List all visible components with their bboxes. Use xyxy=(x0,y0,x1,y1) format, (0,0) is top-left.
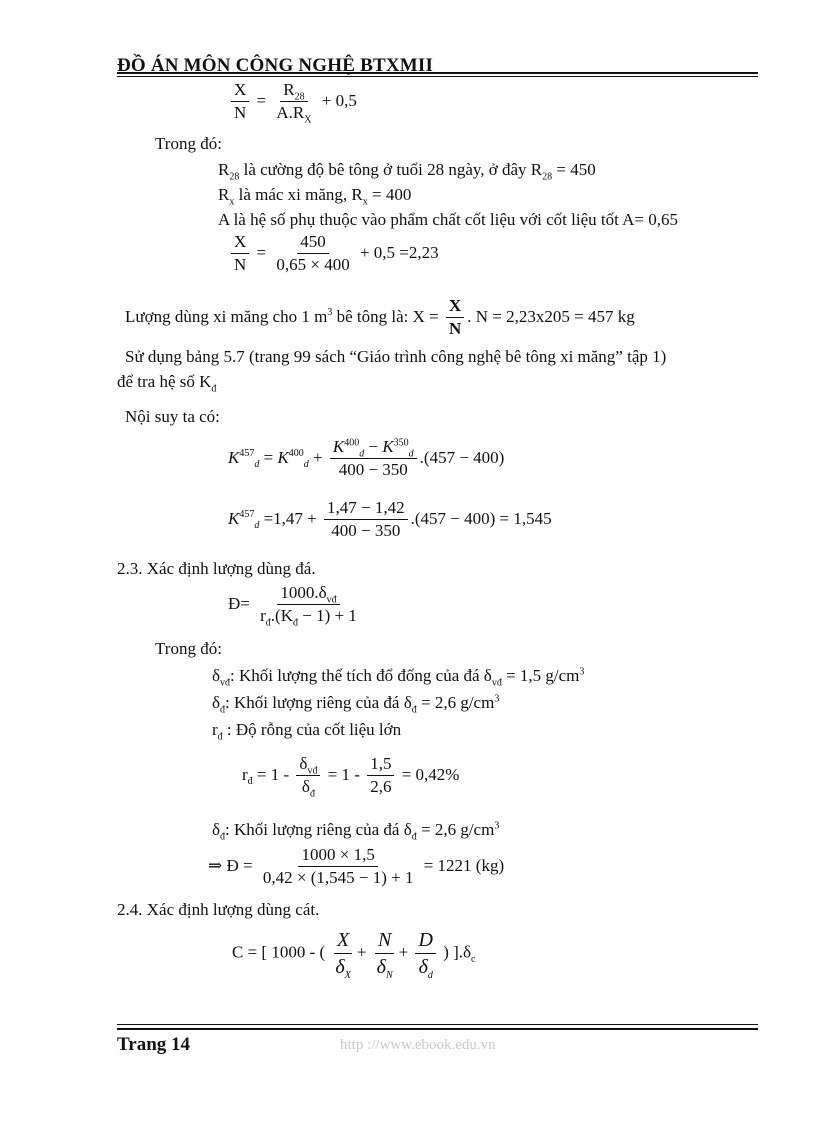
section-2-4-heading: 2.4. Xác định lượng dùng cát. xyxy=(117,900,320,919)
delta-d-definition: $\delta_đ$: Khối lượng riêng của đá $\delta_đ = 2,6$ $g/cm^3$ xyxy=(212,693,500,716)
cement-tail: bê tông là: X = xyxy=(336,306,439,326)
footer-rule xyxy=(117,1028,758,1030)
rx-text: là mác xi măng, R xyxy=(238,185,363,204)
d-value-2: = 2,6 g/cm xyxy=(421,820,495,839)
section-2-3-heading: 2.3. Xác định lượng dùng đá. xyxy=(117,559,316,578)
r28-text: là cường độ bê tông ở tuổi 28 ngày, ở đây R xyxy=(243,160,543,179)
table-reference-line-1: Sử dụng bảng 5.7 (trang 99 sách “Giáo trình công nghệ bê tông xi măng” tập 1) xyxy=(125,347,667,366)
formula-rd: $r_đ = 1$ - $\frac{\delta_{vđ}}{\delta_đ}$ = 1 - $\frac{1,5}{2,6}$ = 0,42% xyxy=(242,754,460,800)
trong-do-label-1: Trong đó: xyxy=(155,134,222,153)
formula-xn-general: $\frac{X}{N}$ = $\frac{R_{28}}{A.R_X}$ + 0,5 xyxy=(228,80,357,124)
interpolation-label: Nội suy ta có: xyxy=(125,407,220,426)
formula-stone-general: Đ= $\frac{1000.\delta_{vđ}}{r_đ.(K_đ - 1) + 1}$ xyxy=(228,583,357,629)
rd-definition: $r_đ$ : Độ rỗng của cốt liệu lớn xyxy=(212,720,402,743)
xn-result: + 0,5 =2,23 xyxy=(359,242,439,262)
header-title: ĐỒ ÁN MÔN CÔNG NGHỆ BTXMII xyxy=(117,55,434,76)
table-line2-text: để tra hệ số K xyxy=(117,372,212,391)
page-number: Trang 14 xyxy=(117,1034,191,1055)
kd-result: = 1,545 xyxy=(499,508,552,528)
cement-calc: . N = 2,23x205 = 457 kg xyxy=(467,306,635,326)
footer-url: http ://www.ebook.edu.vn xyxy=(340,1037,496,1053)
d-value: = 2,6 g/cm xyxy=(421,693,495,712)
d-desc-2: : Khối lượng riêng của đá δ xyxy=(225,820,412,839)
header-rule xyxy=(117,72,758,74)
formula-sand: C = [ 1000 - ( $\frac{X}{\delta_X}$ + $\frac{N}{\delta_N}$ + $\frac{D}{\delta_d}$ ) ]$.\delta_c$ xyxy=(232,929,476,981)
a-definition: A là hệ số phụ thuộc vào phẩm chất cốt liệu với cốt liệu tốt A= 0,65 xyxy=(218,210,679,229)
cement-text: Lượng dùng xi măng cho 1 m xyxy=(125,306,328,326)
vd-desc: : Khối lượng thể tích đổ đống của đá δ xyxy=(230,666,492,685)
d-desc: : Khối lượng riêng của đá δ xyxy=(225,693,412,712)
cement-amount-line: Lượng dùng xi măng cho 1 $m^3$ bê tông là: X = $\frac{X}{N}$ . N = 2,23x205 = 457 kg xyxy=(125,296,635,339)
rd-desc: : Độ rỗng của cốt liệu lớn xyxy=(226,720,402,739)
delta-d-definition-repeat: $\delta_đ$: Khối lượng riêng của đá $\delta_đ = 2,6$ $g/cm^3$ xyxy=(212,820,500,843)
header-rule-thin xyxy=(117,76,758,77)
formula-kd-numeric: $K^{457}_d =1,47$ + $\frac{1,47 - 1,42}{400 - 350}$ .(457 − 400) = 1,545 xyxy=(228,498,552,541)
rx-definition: $R_x$ là mác xi măng, $R_x = 400$ xyxy=(218,185,412,208)
stone-result: = 1221 (kg) xyxy=(423,855,505,875)
table-reference-line-2: để tra hệ số $K_đ$ xyxy=(117,372,217,395)
rx-value: = 400 xyxy=(372,185,412,204)
r28-value: = 450 xyxy=(556,160,596,179)
footer-rule-thin xyxy=(117,1024,758,1025)
vd-value: = 1,5 g/cm xyxy=(506,666,580,685)
delta-vd-definition: $\delta_{vđ}$: Khối lượng thể tích đổ đống của đá $\delta_{vđ} = 1,5$ $g/cm^3$ xyxy=(212,666,585,689)
formula-stone-numeric: ⇒ Đ = $\frac{1000 \times 1,5}{0,42 \times (1,545 - 1) + 1}$ = 1221 (kg) xyxy=(208,845,505,888)
trong-do-label-2: Trong đó: xyxy=(155,639,222,658)
formula-kd-interpolation: $K^{457}_d = K^{400}_d$ + $\frac{K^{400}_d - K^{350}_d}{400 - 350}$ .(457 − 400) xyxy=(228,437,505,480)
r28-definition: $R_{28}$ là cường độ bê tông ở tuổi 28 ngày, ở đây $R_{28} = 450$ xyxy=(218,160,596,183)
rd-result: = 0,42% xyxy=(401,764,460,784)
formula-xn-numeric: $\frac{X}{N}$ = $\frac{450}{0,65 \times 400}$ + 0,5 =2,23 xyxy=(228,232,439,276)
